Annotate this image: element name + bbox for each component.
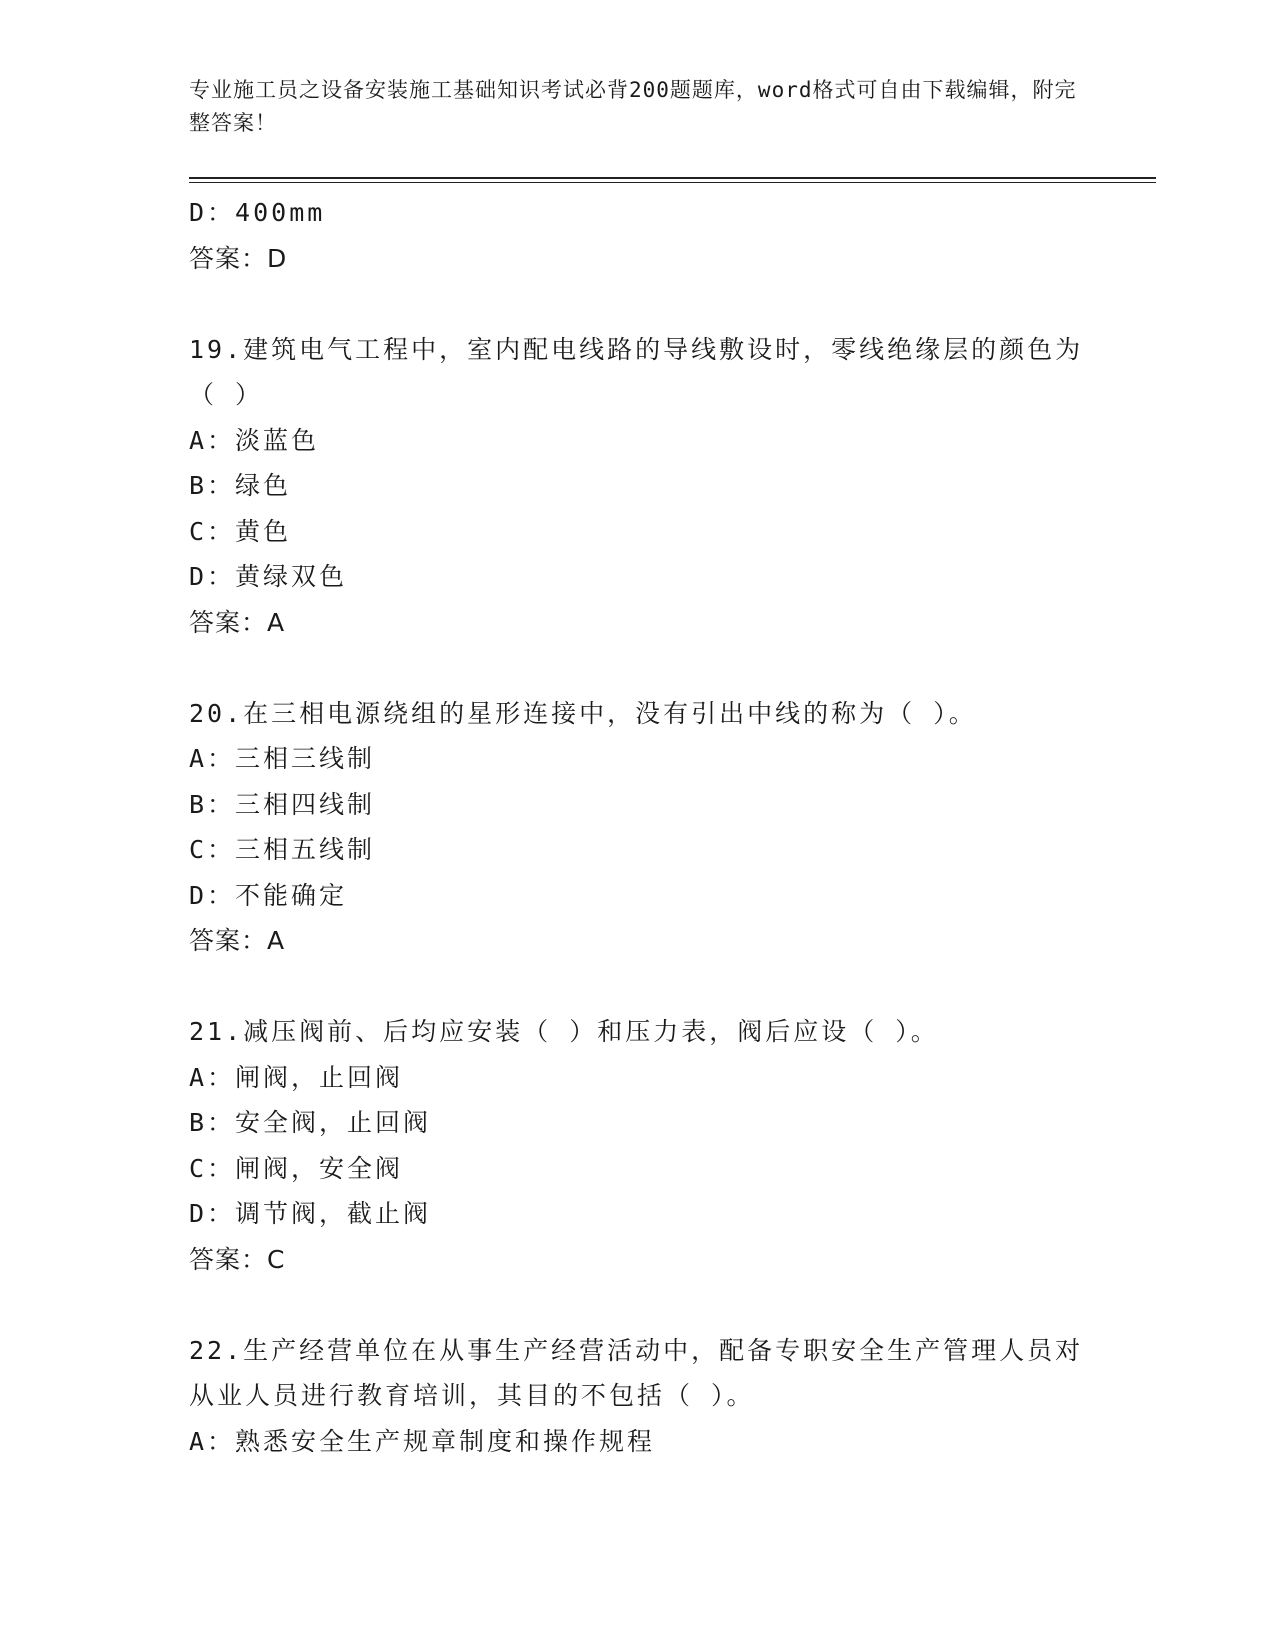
answer: 答案：D [189, 243, 288, 273]
option-c: C：三相五线制 [189, 835, 376, 864]
option-b: B：安全阀，止回阀 [189, 1108, 432, 1137]
question-stem: 19.建筑电气工程中，室内配电线路的导线敷设时，零线绝缘层的颜色为（ ） [189, 334, 1084, 409]
option-d: D：调节阀，截止阀 [189, 1199, 432, 1228]
option-d: D：不能确定 [189, 880, 348, 910]
answer: 答案：C [189, 1244, 286, 1274]
option-b: B：三相四线制 [189, 789, 376, 819]
option-a: A：三相三线制 [189, 744, 376, 773]
option-d: D：400mm [189, 198, 326, 227]
question-20 [189, 691, 1089, 964]
question-19 [189, 327, 1089, 646]
header-divider-thin [189, 182, 1156, 183]
question-stem: 21.减压阀前、后均应安装（ ）和压力表，阀后应设（ ）。 [189, 1017, 939, 1046]
option-c: C：闸阀，安全阀 [189, 1153, 404, 1183]
question-21 [189, 1009, 1089, 1282]
option-c: C：黄色 [189, 516, 292, 546]
option-a: A：熟悉安全生产规章制度和操作规程 [189, 1426, 656, 1456]
answer: 答案：A [189, 926, 286, 955]
option-a: A：闸阀，止回阀 [189, 1062, 404, 1092]
option-a: A：淡蓝色 [189, 425, 320, 455]
header-divider-thick [189, 177, 1156, 179]
option-b: B：绿色 [189, 471, 292, 500]
question-22 [189, 1328, 1089, 1465]
question-stem: 22.生产经营单位在从事生产经营活动中，配备专职安全生产管理人员对从业人员进行教育培训，其目的不包括（ ）。 [189, 1335, 1084, 1410]
document-header: 专业施工员之设备安装施工基础知识考试必背200题题库，word格式可自由下载编辑，附完整答案！ [189, 78, 1077, 135]
question-list [189, 190, 1089, 1464]
option-d: D：黄绿双色 [189, 562, 348, 591]
answer: 答案：A [189, 607, 286, 637]
question-stem: 20.在三相电源绕组的星形连接中，没有引出中线的称为（ ）。 [189, 698, 977, 728]
